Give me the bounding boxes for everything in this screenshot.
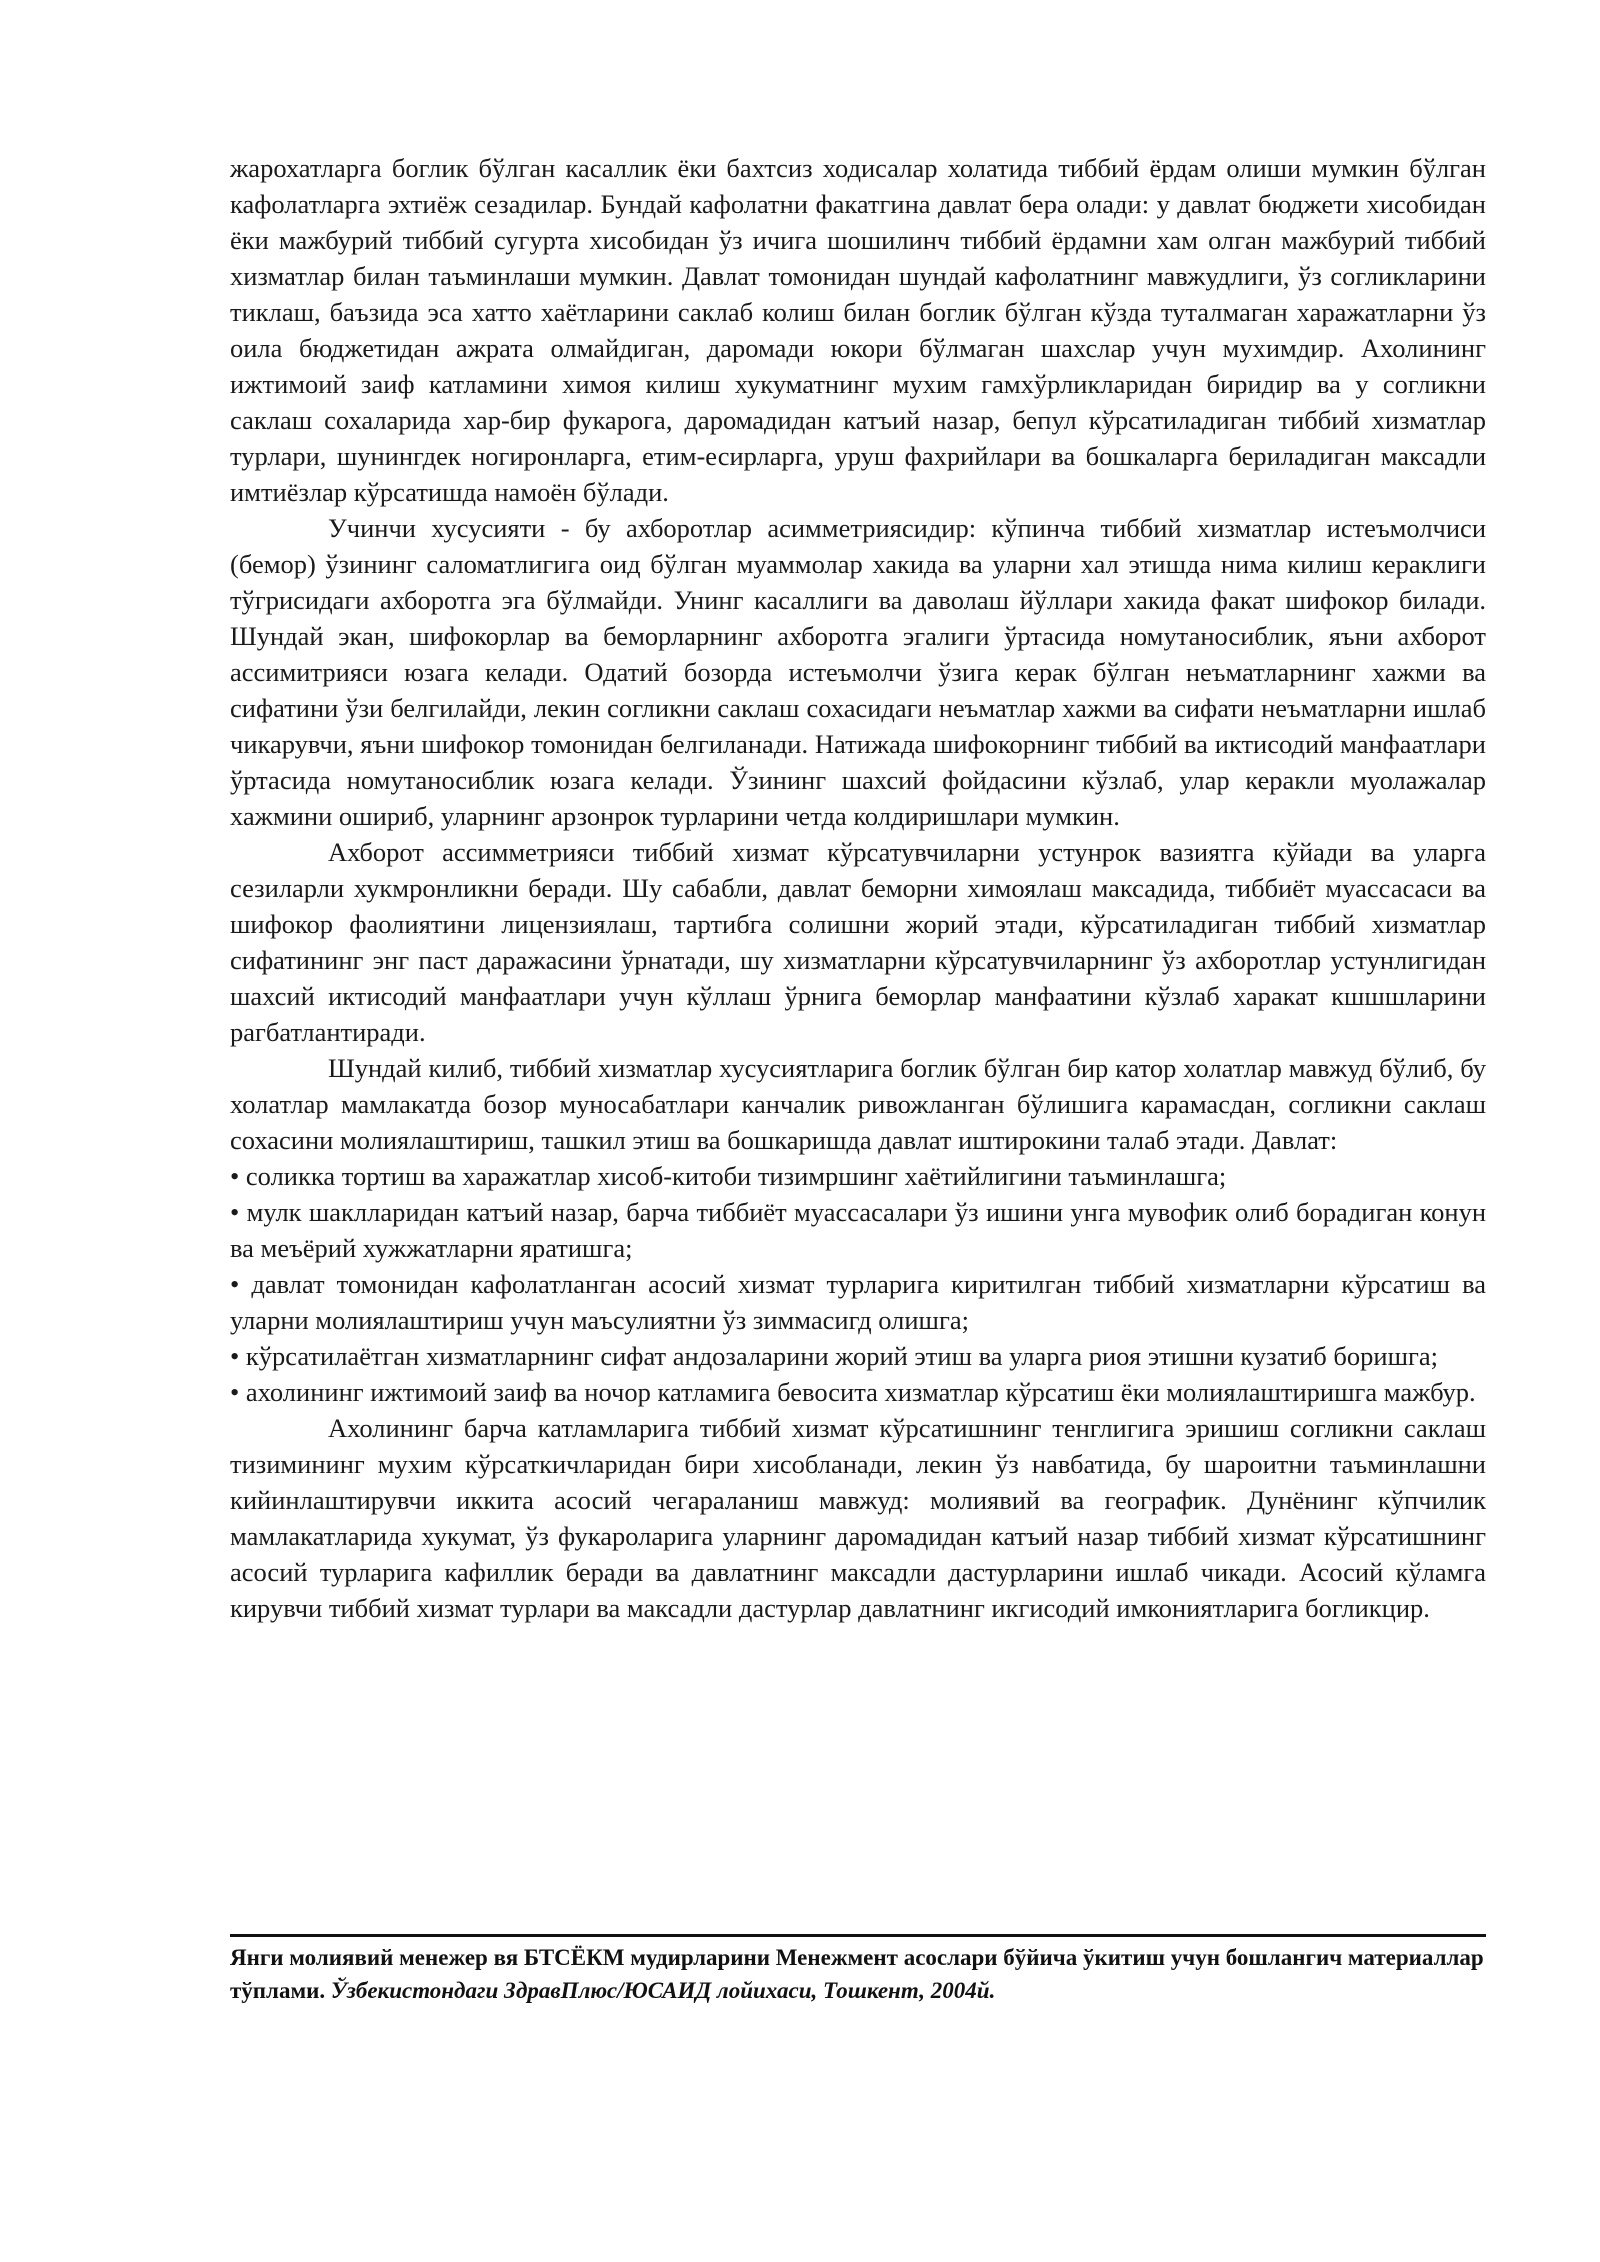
page-footer xyxy=(230,1934,1486,2007)
bullet-item-5: • ахолининг ижтимоий заиф ва ночор катламига бевосита хизматлар кўрсатиш ёки молиялаштиришга мажбур. xyxy=(230,1377,1476,1407)
footer-title: Янги молиявий менежер вя БТСЁКМ мудирларини Менежмент асослари бўйича ўкитиш учун бошлангич материаллар тўплами. xyxy=(230,1945,1484,2003)
paragraph-3: Ахборот ассимметрияси тиббий хизмат кўрсатувчиларни устунрок вазиятга кўйади ва уларга сезиларли хукмронликни беради. Шу сабабли, давлат беморни химоялаш максадида, тиббиёт муассасаси ва шифокор фаолиятини лицензиялаш, тартибга солишни жорий этади, кўрсатиладиган тиббий хизматлар сифатининг энг паст даражасини ўрнатади, шу хизматларни кўрсатувчиларнинг ўз ахборотлар устунлигидан шахсий иктисодий манфаатлари учун кўллаш ўрнига беморлар манфаатини кўзлаб харакат кшшшларини рагбатлантиради. xyxy=(230,837,1486,1047)
paragraph-5: Ахолининг барча катламларига тиббий хизмат кўрсатишнинг тенглигига эришиш согликни саклаш тизимининг мухим кўрсаткичларидан бири хисобланади, лекин ўз навбатида, бу шароитни таъминлашни кийинлаштирувчи иккита асосий чегараланиш мавжуд: молиявий ва географик. Дунёнинг кўпчилик мамлакатларида хукумат, ўз фукароларига уларнинг даромадидан катъий назар тиббий хизмат кўрсатишнинг асосий турларига кафиллик беради ва давлатнинг максадли дастурларини ишлаб чикади. Асосий кўламга кирувчи тиббий хизмат турлари ва максадли дастурлар давлатнинг икгисодий имкониятларига богликцир. xyxy=(230,1413,1486,1623)
bullet-item-4: • кўрсатилаётган хизматларнинг сифат андозаларини жорий этиш ва уларга риоя этишни кузатиб боришга; xyxy=(230,1341,1438,1371)
bullet-item-3: • давлат томонидан кафолатланган асосий хизмат турларига киритилган тиббий хизматларни кўрсатиш ва уларни молиялаштириш учун маъсулиятни ўз зиммасигд олишга; xyxy=(230,1269,1486,1335)
paragraph-4: Шундай килиб, тиббий хизматлар хусусиятларига боглик бўлган бир катор холатлар мавжуд бўлиб, бу холатлар мамлакатда бозор муносабатлари канчалик ривожланган бўлишига карамасдан, согликни саклаш сохасини молиялаштириш, ташкил этиш ва бошкаришда давлат иштирокини талаб этади. Давлат: xyxy=(230,1053,1486,1155)
bullet-item-2: • мулк шаклларидан катъий назар, барча тиббиёт муассасалари ўз ишини унга мувофик олиб борадиган конун ва меъёрий хужжатларни яратишга; xyxy=(230,1197,1486,1263)
footer-source: Ўзбекистондаги ЗдравПлюс/ЮСАИД лойихаси, Тошкент, 2004й. xyxy=(330,1978,996,2003)
bullet-item-1: • соликка тортиш ва харажатлар хисоб-китоби тизимршинг хаётийлигини таъминлашга; xyxy=(230,1161,1227,1191)
document-body xyxy=(230,150,1486,1626)
paragraph-2: Учинчи хусусияти - бу ахборотлар асимметриясидир: кўпинча тиббий хизматлар истеъмолчиси (бемор) ўзининг саломатлигига оид бўлган муаммолар хакида ва уларни хал этишда нима килиш кераклиги тўгрисидаги ахборотга эга бўлмайди. Унинг касаллиги ва даволаш йўллари хакида факат шифокор билади. Шундай экан, шифокорлар ва беморларнинг ахборотга эгалиги ўртасида номутаносиблик, яъни ахборот ассимитрияси юзага келади. Одатий бозорда истеъмолчи ўзига керак бўлган неъматларнинг хажми ва сифатини ўзи белгилайди, лекин согликни саклаш сохасидаги неъматлар хажми ва сифати неъматларни ишлаб чикарувчи, яъни шифокор томонидан белгиланади. Натижада шифокорнинг тиббий ва иктисодий манфаатлари ўртасида номутаносиблик юзага келади. Ўзининг шахсий фойдасини кўзлаб, улар керакли муолажалар хажмини ошириб, уларнинг арзонрок турларини четда колдиришлари мумкин. xyxy=(230,513,1486,831)
paragraph-1: жарохатларга боглик бўлган касаллик ёки бахтсиз ходисалар холатида тиббий ёрдам олиши мумкин бўлган кафолатларга эхтиёж сезадилар. Бундай кафолатни факатгина давлат бера олади: у давлат бюджети хисобидан ёки мажбурий тиббий сугурта хисобидан ўз ичига шошилинч тиббий ёрдамни хам олган мажбурий тиббий хизматлар билан таъминлаши мумкин. Давлат томонидан шундай кафолатнинг мавжудлиги, ўз согликларини тиклаш, баъзида эса хатто хаётларини саклаб колиш билан боглик бўлган кўзда туталмаган харажатларни ўз оила бюджетидан ажрата олмайдиган, даромади юкори бўлмаган шахслар учун мухимдир. Ахолининг ижтимоий заиф катламини химоя килиш хукуматнинг мухим гамхўрликларидан биридир ва у согликни саклаш сохаларида хар-бир фукарога, даромадидан катъий назар, бепул кўрсатиладиган тиббий хизматлар турлари, шунингдек ногиронларга, етим-есирларга, уруш фахрийлари ва бошкаларга бериладиган максадли имтиёзлар кўрсатишда намоён бўлади. xyxy=(230,153,1486,507)
